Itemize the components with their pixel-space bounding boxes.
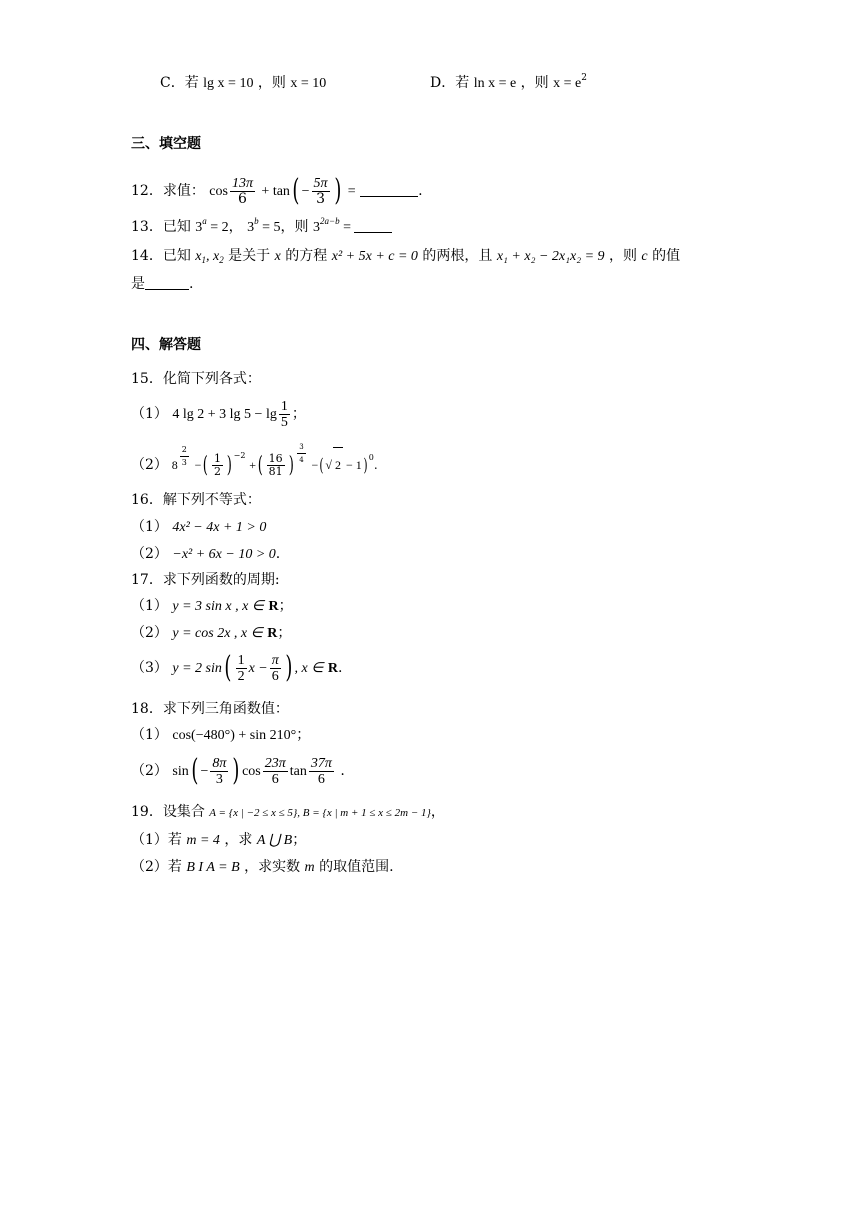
q16-p2-label: （2） <box>131 546 168 562</box>
q15-p1-den: 5 <box>280 414 288 430</box>
q17-title: 17．求下列函数的周期: <box>131 572 280 588</box>
q12-fraction-2 <box>312 176 330 207</box>
option-c-label: C．若 <box>160 75 199 91</box>
q12-left-paren: ( <box>292 173 300 208</box>
q18-p2-frac3-den: 6 <box>317 771 325 787</box>
q18-p1-end: ； <box>296 727 311 743</box>
q14-var-c: c <box>641 249 648 264</box>
q17-p1-expression: y = 3 sin x , x ∈ <box>172 599 264 614</box>
q18-p2-cos: cos <box>242 764 261 779</box>
q16-p1-expression: 4x² − 4x + 1 > 0 <box>172 520 267 535</box>
q17-p3-pre: y = 2 sin <box>172 661 222 676</box>
section-title-fill-in: 三、填空题 <box>131 136 201 152</box>
q17-p2-label: （2） <box>131 625 168 641</box>
q19-title <box>131 802 445 823</box>
q15-p1-label: （1） <box>131 406 168 422</box>
q12-number: 12．求值： <box>131 183 205 199</box>
q17-p1-end: ； <box>278 598 293 614</box>
q14-condition: x₁ + x₂ − 2x₁x₂ = 9 <box>496 249 605 264</box>
q14-text-4: ，则 <box>608 248 637 264</box>
q15-p2-frac1-num: 1 <box>214 452 222 465</box>
q13-number: 13．已知 <box>131 219 191 235</box>
q12-tan: + tan <box>261 184 290 199</box>
q18-part-2: （2） sin( − $\frac{8\pi}{3}$ ) cos $\frac{23\pi}{6}$ tan $\frac{37\pi}{6}$ . <box>131 753 345 788</box>
option-d-then: ，则 <box>520 75 549 91</box>
q15-p2-exp1 <box>180 444 189 469</box>
q18-p2-frac1-den: 3 <box>215 771 223 787</box>
q13-exp-b: b <box>254 216 259 226</box>
q14-vars: $x_1$, $x_2$ <box>195 249 224 265</box>
q17-p3-frac1 <box>236 653 247 684</box>
q15-p2-frac1-exp: −2 <box>233 451 246 460</box>
q15-p2-frac2 <box>267 453 285 478</box>
option-c <box>160 73 326 94</box>
q17-p3-real-set: R <box>327 661 338 676</box>
q18-part-1 <box>131 725 310 746</box>
q15-p2-exp1-num: 2 <box>180 444 189 457</box>
q12-frac1-den: 6 <box>238 190 247 207</box>
q15-p2-label: （2） <box>131 457 168 473</box>
q16-p2-expression: −x² + 6x − 10 > 0 <box>172 547 276 562</box>
q19-part-2 <box>131 857 394 878</box>
q15-p2-exp2-num: 3 <box>297 441 305 454</box>
question-12: 12．求值： cos $\frac{13\pi}{6}$ + tan( − $\frac{5\pi}{3}$ ) = . <box>131 173 423 208</box>
q14-text-5: 的值 <box>652 248 681 264</box>
q16-title: 16．解下列不等式： <box>131 492 261 508</box>
q15-p2-end: . <box>373 458 378 472</box>
q17-part-1 <box>131 596 293 617</box>
option-c-then: ，则 <box>257 75 286 91</box>
q17-p3-mid: x − <box>248 661 268 676</box>
option-d-result-exponent: 2 <box>581 73 587 83</box>
q19-p1-condition: m = 4 <box>186 833 220 848</box>
q13-exp-c: 2a−b <box>320 216 340 226</box>
q15-p2-exp2 <box>297 441 305 466</box>
q15-p2-exp2-den: 4 <box>299 456 304 464</box>
option-c-condition: lg x = 10 <box>203 76 254 91</box>
q13-eq-a: = 2， <box>206 220 243 235</box>
q19-p1-expression: A ⋃ B <box>256 833 293 848</box>
q15-p2-frac1 <box>212 453 223 478</box>
q19-p1-label: （1）若 <box>131 832 182 848</box>
q12-fraction-1 <box>230 176 255 207</box>
q17-p1-label: （1） <box>131 598 168 614</box>
q17-p3-frac1-den: 2 <box>237 668 245 684</box>
q14-text-3: 的两根，且 <box>422 248 493 264</box>
q19-p1-end: ； <box>292 832 307 848</box>
q18-p1-expression: cos(−480°) + sin 210° <box>172 728 297 743</box>
q17-p2-expression: y = cos 2x , x ∈ <box>172 626 263 641</box>
q19-p2-end: 的取值范围. <box>319 859 394 875</box>
option-c-result: x = 10 <box>290 76 327 91</box>
option-d-result: x = e <box>553 76 582 91</box>
q14-text-1: 是关于 <box>228 248 271 264</box>
q19-p2-var: m <box>304 860 315 875</box>
q18-p2-frac2-den: 6 <box>271 771 279 787</box>
q13-eq-b: = 5，则 <box>258 220 309 235</box>
q15-p2-frac2-den: 81 <box>268 465 283 478</box>
q12-right-paren: ) <box>333 173 341 208</box>
q13-eq-c: = <box>339 220 355 235</box>
q15-p2-last-exp: 0 <box>368 453 374 462</box>
q12-frac2-den: 3 <box>316 190 326 207</box>
q18-p2-frac2 <box>263 756 288 787</box>
q14-equation: x² + 5x + c = 0 <box>331 249 418 264</box>
q15-p1-num: 1 <box>280 398 288 414</box>
q14-number: 14．已知 <box>131 248 191 264</box>
q12-answer-blank <box>360 182 418 197</box>
q17-part-3: （3） y = 2 sin( $\frac{1}{2}$ x − $\frac{\pi}{6}$ ) , x ∈ R. <box>131 650 343 685</box>
q19-title-pre: 19．设集合 <box>131 804 205 820</box>
q13-base-b: 3 <box>247 220 255 235</box>
q18-p2-sin: sin <box>172 764 189 779</box>
q12-frac1-num: 13π <box>231 175 253 191</box>
q18-p2-label: （2） <box>131 763 168 779</box>
option-d-condition: ln x = e <box>473 76 517 91</box>
q17-p3-frac1-num: 1 <box>237 652 245 668</box>
q14-text-2: 的方程 <box>285 248 328 264</box>
q17-p1-real-set: R <box>268 599 279 614</box>
q15-title: 15．化简下列各式： <box>131 371 261 387</box>
q15-p2-exp1-den: 3 <box>181 458 187 467</box>
q12-frac2-num: 5π <box>313 175 328 191</box>
q18-p2-frac3-num: 37π <box>310 755 332 771</box>
q19-p2-condition: B I A = B <box>186 860 240 875</box>
q15-p1-expression: 4 lg 2 + 3 lg 5 − lg <box>172 407 277 422</box>
q15-p2-sqrt: 2 <box>333 447 343 482</box>
q14-line2-text: 是 <box>131 276 145 292</box>
q16-part-1 <box>131 517 266 538</box>
q13-answer-blank <box>354 218 392 233</box>
q17-p3-end: . <box>338 660 343 676</box>
q15-part-1 <box>131 397 306 432</box>
q16-p2-end: . <box>275 546 281 562</box>
q15-p2-frac1-den: 2 <box>214 465 222 478</box>
option-d-label: D．若 <box>430 75 470 91</box>
section-title-answer: 四、解答题 <box>131 337 201 353</box>
q19-title-end: ， <box>430 804 445 820</box>
question-13 <box>131 217 392 238</box>
q16-part-2 <box>131 544 280 565</box>
q18-p1-label: （1） <box>131 727 168 743</box>
option-d <box>430 73 587 95</box>
q17-p2-real-set: R <box>267 626 278 641</box>
q15-p2-base: 8 <box>171 458 178 472</box>
q15-p1-end: ； <box>291 406 306 422</box>
q13-base-a: 3 <box>195 220 203 235</box>
q13-base-c: 3 <box>313 220 320 235</box>
q17-p3-frac2 <box>270 653 281 684</box>
q18-p2-tan: tan <box>289 764 307 779</box>
q14-period: . <box>189 276 194 292</box>
q14-var-x: x <box>274 249 281 264</box>
q15-p2-frac2-num: 16 <box>268 452 283 465</box>
q16-p1-label: （1） <box>131 519 168 535</box>
q18-p2-frac2-num: 23π <box>264 755 286 771</box>
q17-p3-frac2-den: 6 <box>271 668 279 684</box>
q18-p2-frac1-num: 8π <box>212 755 227 771</box>
q19-sets: A = {x | −2 ≤ x ≤ 5}, B = {x | m + 1 ≤ x ≤ 2m − 1} <box>209 807 431 819</box>
q15-part-2: （2） 8 $\frac{2}{3}$ −( $\frac{1}{2}$ ) $^{-2}$ +( $\frac{16}{81}$ ) $\frac{3}{4}$ −(√ 2 − 1)$^0$. <box>131 447 378 484</box>
q12-period: . <box>418 183 423 199</box>
q18-p2-frac1 <box>210 756 228 787</box>
question-14-line-2 <box>131 274 193 294</box>
q12-cos: cos <box>209 184 228 199</box>
q18-p2-frac3 <box>309 756 334 787</box>
q17-p3-post: , x ∈ <box>294 661 324 676</box>
q19-p2-label: （2）若 <box>131 859 182 875</box>
q18-p2-end: . <box>340 763 345 779</box>
q19-p1-mid: ，求 <box>224 832 253 848</box>
q19-p2-mid: ，求实数 <box>244 859 301 875</box>
q19-part-1 <box>131 830 306 851</box>
q17-p2-end: ； <box>277 625 292 641</box>
q13-exp-a: a <box>202 216 207 226</box>
q17-p3-label: （3） <box>131 660 168 676</box>
q17-p3-frac2-num: π <box>271 652 279 668</box>
question-14-line-1 <box>131 246 680 267</box>
q14-answer-blank <box>145 275 189 290</box>
q17-part-2 <box>131 623 291 644</box>
q12-equals: = <box>347 184 356 199</box>
q18-title: 18．求下列三角函数值： <box>131 701 289 717</box>
q15-p1-fraction <box>279 399 290 430</box>
